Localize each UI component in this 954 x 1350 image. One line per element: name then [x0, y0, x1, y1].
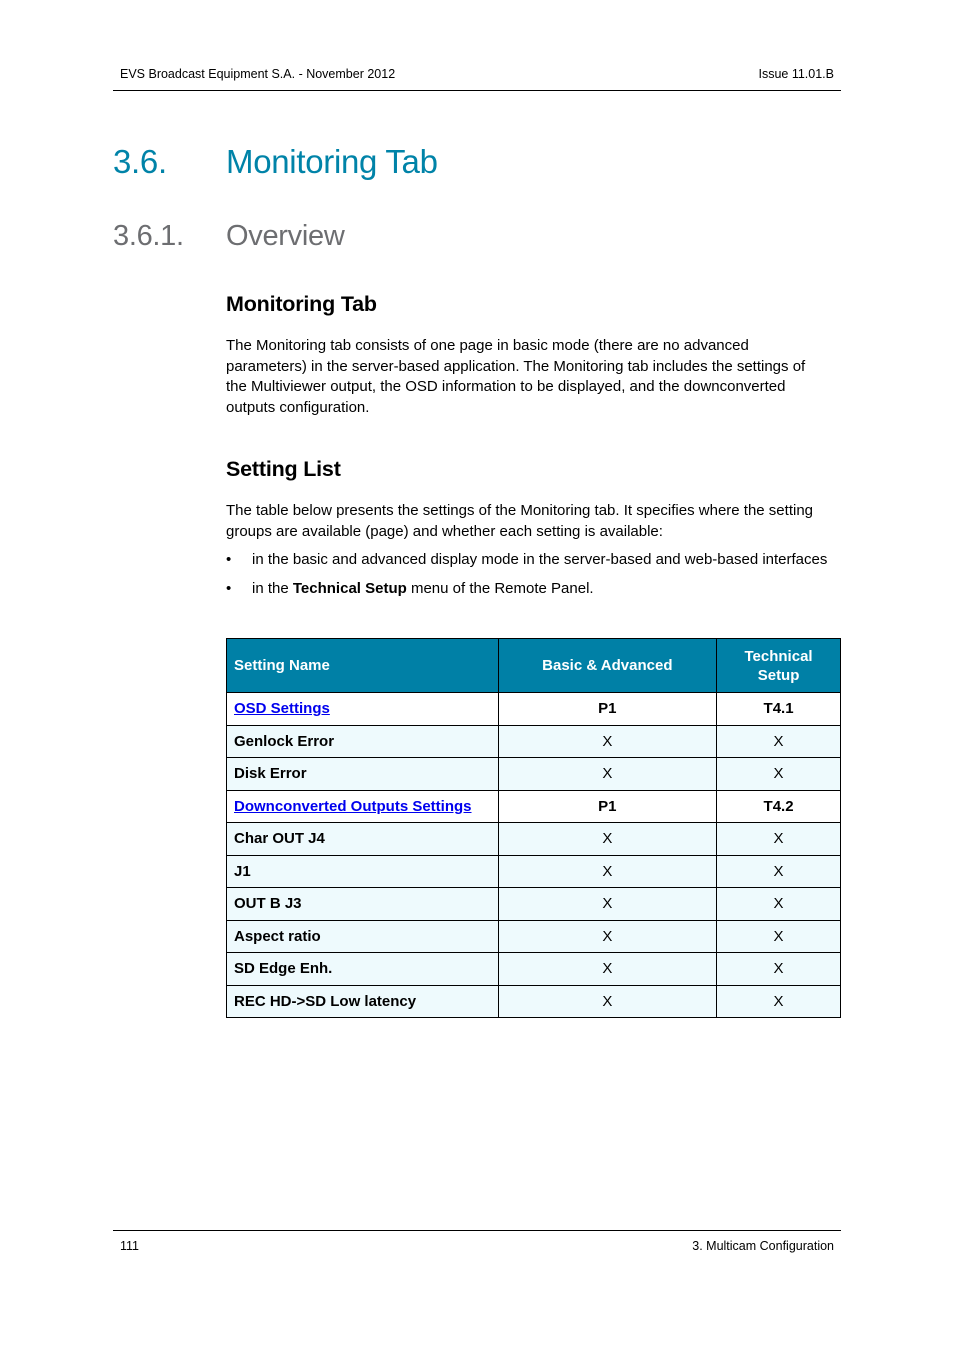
section-title: Monitoring Tab: [226, 143, 438, 180]
footer-divider: [113, 1230, 841, 1231]
technical-setup-cell: X: [717, 953, 841, 986]
technical-setup-cell: X: [717, 758, 841, 791]
header-issue: Issue 11.01.B: [758, 67, 834, 81]
basic-advanced-cell: X: [498, 725, 717, 758]
basic-advanced-cell: X: [498, 758, 717, 791]
monitoring-tab-heading: Monitoring Tab: [226, 292, 377, 316]
paragraph-line: groups are available (page) and whether each setting is available:: [226, 522, 663, 540]
bullet-icon: •: [226, 580, 232, 597]
setting-name-cell: [227, 790, 499, 823]
subsection-title: Overview: [226, 220, 345, 252]
footer-chapter: 3. Multicam Configuration: [692, 1239, 834, 1253]
setting-name-cell: SD Edge Enh.: [227, 953, 499, 986]
table-row: [227, 823, 841, 856]
paragraph-line: the Multiviewer output, the OSD information to be displayed, and the downconverted: [226, 378, 786, 395]
basic-advanced-cell: X: [498, 920, 717, 953]
header-doc-info: EVS Broadcast Equipment S.A. - November 2012: [120, 67, 396, 81]
table-row: [227, 725, 841, 758]
column-header-setting-name: Setting Name: [227, 639, 499, 693]
page-number: 111: [120, 1239, 140, 1253]
basic-advanced-cell: X: [498, 855, 717, 888]
table-row: [227, 758, 841, 791]
setting-name-cell: Aspect ratio: [227, 920, 499, 953]
table-header-row: [227, 639, 841, 693]
technical-setup-cell: X: [717, 725, 841, 758]
bullet-text-part: menu of the Remote Panel.: [406, 580, 594, 597]
osd-settings-link[interactable]: OSD Settings: [234, 700, 330, 718]
table-row: [227, 790, 841, 823]
basic-advanced-cell: P1: [498, 790, 717, 823]
technical-setup-cell: X: [717, 855, 841, 888]
downconverted-outputs-settings-link[interactable]: Downconverted Outputs Settings: [234, 797, 472, 815]
column-header-technical-setup: Technical Setup: [717, 639, 841, 693]
table-row: [227, 855, 841, 888]
basic-advanced-cell: X: [498, 823, 717, 856]
settings-table: [226, 638, 841, 1018]
section-heading: [113, 140, 438, 184]
bullet-icon: •: [226, 551, 232, 568]
column-header-basic-advanced: Basic & Advanced: [498, 639, 717, 693]
table-row: [227, 985, 841, 1018]
technical-setup-cell: X: [717, 823, 841, 856]
setting-name-cell: [227, 693, 499, 726]
setting-name-cell: Char OUT J4: [227, 823, 499, 856]
basic-advanced-cell: P1: [498, 693, 717, 726]
paragraph-line: outputs configuration.: [226, 398, 370, 416]
setting-name-cell: Disk Error: [227, 758, 499, 791]
setting-name-cell: REC HD->SD Low latency: [227, 985, 499, 1018]
paragraph-line: parameters) in the server-based application. The Monitoring tab includes the settings of: [226, 357, 806, 375]
subsection-heading: [113, 216, 344, 256]
setting-list-heading: Setting List: [226, 457, 341, 481]
table-row: [227, 693, 841, 726]
table-row: [227, 888, 841, 921]
paragraph-line: The table below presents the settings of the Monitoring tab. It specifies where the setting: [226, 502, 813, 519]
bullet-text: [252, 579, 594, 599]
technical-setup-cell: T4.2: [717, 790, 841, 823]
technical-setup-cell: X: [717, 985, 841, 1018]
subsection-number: 3.6.1.: [113, 220, 184, 252]
basic-advanced-cell: X: [498, 953, 717, 986]
header-divider: [113, 90, 841, 91]
setting-name-cell: J1: [227, 855, 499, 888]
bullet-text-part: in the: [252, 580, 293, 597]
basic-advanced-cell: X: [498, 888, 717, 921]
monitoring-tab-paragraph: [226, 336, 841, 418]
technical-setup-term: Technical Setup: [292, 580, 407, 597]
setting-list-paragraph: [226, 501, 841, 542]
setting-name-cell: OUT B J3: [227, 888, 499, 921]
setting-name-cell: Genlock Error: [227, 725, 499, 758]
table-row: [227, 920, 841, 953]
paragraph-line: The Monitoring tab consists of one page in basic mode (there are no advanced: [226, 337, 749, 354]
section-number: 3.6.: [113, 143, 167, 180]
basic-advanced-cell: X: [498, 985, 717, 1018]
technical-setup-cell: X: [717, 888, 841, 921]
technical-setup-cell: T4.1: [717, 693, 841, 726]
bullet-text: in the basic and advanced display mode in the server-based and web-based interfaces: [252, 551, 828, 568]
technical-setup-cell: X: [717, 920, 841, 953]
table-row: [227, 953, 841, 986]
